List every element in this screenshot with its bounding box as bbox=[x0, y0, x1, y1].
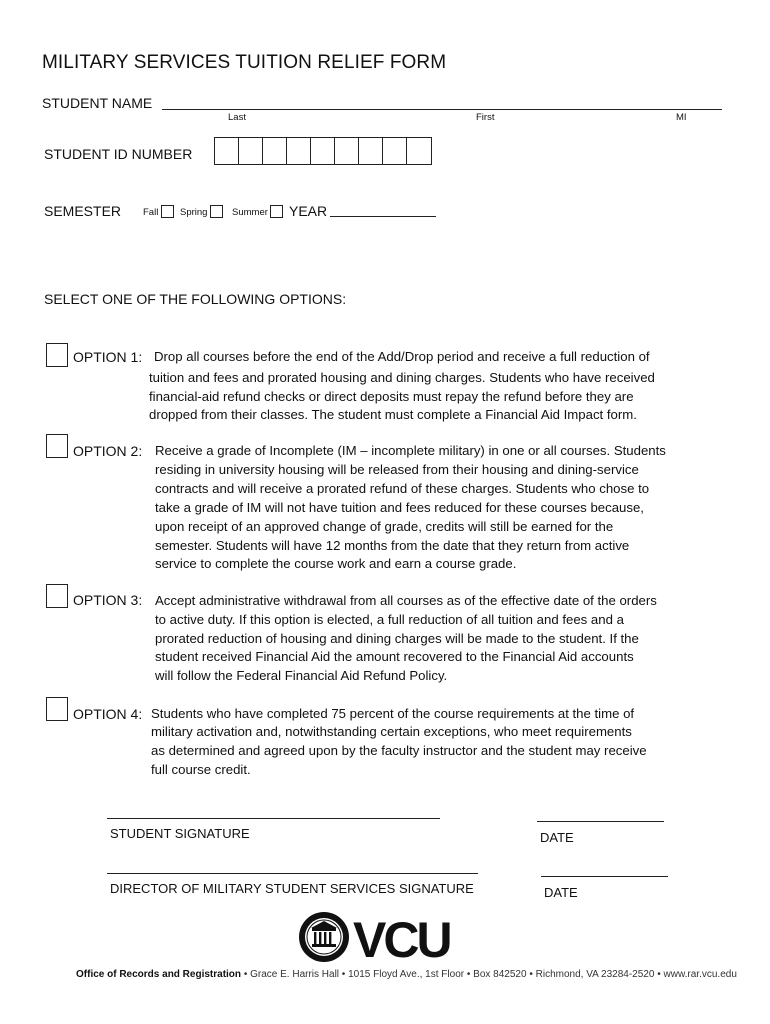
date-1-label: DATE bbox=[540, 830, 574, 845]
option-3-line: student received Financial Aid the amount recovered to the Financial Aid accounts bbox=[155, 649, 634, 664]
option-2-checkbox[interactable] bbox=[46, 434, 68, 458]
option-1-line: financial-aid refund checks or direct deposits must repay the refund before they are bbox=[149, 389, 634, 404]
footer-building: Grace E. Harris Hall bbox=[250, 969, 340, 980]
option-3-line: will follow the Federal Financial Aid Refund Policy. bbox=[155, 668, 448, 683]
student-id-boxes[interactable] bbox=[214, 137, 432, 165]
select-options-heading: SELECT ONE OF THE FOLLOWING OPTIONS: bbox=[44, 291, 347, 307]
option-2-line: semester. Students will have 12 months from the date that they return from active bbox=[155, 538, 630, 553]
student-id-digit-box[interactable] bbox=[239, 138, 263, 164]
student-id-digit-box[interactable] bbox=[215, 138, 239, 164]
name-first-caption: First bbox=[476, 112, 495, 123]
semester-summer-checkbox[interactable] bbox=[270, 205, 283, 218]
option-2-line: residing in university housing will be released from their housing and dining-service bbox=[155, 462, 639, 477]
footer-office: Office of Records and Registration bbox=[76, 969, 242, 980]
option-2-line: take a grade of IM will not have tuition and fees reduced for these courses because, bbox=[155, 500, 644, 515]
student-id-digit-box[interactable] bbox=[335, 138, 359, 164]
name-mi-caption: MI bbox=[676, 112, 687, 123]
option-4-checkbox[interactable] bbox=[46, 697, 68, 721]
footer-street: 1015 Floyd Ave., 1st Floor bbox=[348, 969, 465, 980]
date-2-label: DATE bbox=[544, 885, 578, 900]
option-4-line: full course credit. bbox=[151, 762, 251, 777]
year-label: YEAR bbox=[289, 203, 328, 219]
option-1-line: Drop all courses before the end of the Add/Drop period and receive a full reduction of bbox=[154, 349, 650, 364]
option-3-line: Accept administrative withdrawal from all courses as of the effective date of the orders bbox=[155, 593, 657, 608]
university-seal-icon bbox=[299, 912, 349, 962]
student-id-digit-box[interactable] bbox=[383, 138, 407, 164]
form-title: MILITARY SERVICES TUITION RELIEF FORM bbox=[42, 52, 447, 73]
option-3-line: prorated reduction of housing and dining charges will be made to the student. If the bbox=[155, 631, 639, 646]
footer-website-link[interactable]: www.rar.vcu.edu bbox=[663, 969, 737, 980]
date-2-line[interactable] bbox=[541, 876, 668, 877]
semester-summer-label: Summer bbox=[232, 207, 268, 218]
option-4-line: military activation and, notwithstanding certain exceptions, who meet requirements bbox=[151, 724, 632, 739]
option-2-line: Receive a grade of Incomplete (IM – incomplete military) in one or all courses. Students bbox=[155, 443, 666, 458]
student-signature-label: STUDENT SIGNATURE bbox=[110, 826, 250, 841]
director-signature-label: DIRECTOR OF MILITARY STUDENT SERVICES SIGNATURE bbox=[110, 881, 474, 896]
option-3-checkbox[interactable] bbox=[46, 584, 68, 608]
footer-address: Office of Records and Registration • Grace E. Harris Hall • 1015 Floyd Ave., 1st Floor • Box 842520 • Richmond, VA 23284-2520 • www.rar.vcu.edu bbox=[76, 969, 737, 980]
footer-box: Box 842520 bbox=[473, 969, 527, 980]
option-2-line: upon receipt of an approved change of grade, credits will still be earned for the bbox=[155, 519, 614, 534]
option-2-label: OPTION 2: bbox=[73, 443, 143, 459]
semester-label: SEMESTER bbox=[44, 203, 122, 219]
option-1-line: tuition and fees and prorated housing and dining charges. Students who have received bbox=[149, 370, 655, 385]
student-signature-line[interactable] bbox=[107, 818, 440, 819]
director-signature-line[interactable] bbox=[107, 873, 478, 874]
student-id-label: STUDENT ID NUMBER bbox=[44, 146, 193, 162]
option-1-line: dropped from their classes. The student must complete a Financial Aid Impact form. bbox=[149, 407, 637, 422]
semester-fall-label: Fall bbox=[143, 207, 159, 218]
student-name-label: STUDENT NAME bbox=[42, 95, 153, 111]
option-1-checkbox[interactable] bbox=[46, 343, 68, 367]
option-4-line: Students who have completed 75 percent of the course requirements at the time of bbox=[151, 706, 635, 721]
option-3-label: OPTION 3: bbox=[73, 592, 143, 608]
semester-spring-label: Spring bbox=[180, 207, 208, 218]
option-4-line: as determined and agreed upon by the faculty instructor and the student may receive bbox=[151, 743, 647, 758]
vcu-logo-text: VCU bbox=[353, 912, 450, 964]
semester-fall-checkbox[interactable] bbox=[161, 205, 174, 218]
option-2-line: service to complete the course work and earn a course grade. bbox=[155, 556, 517, 571]
name-last-caption: Last bbox=[228, 112, 246, 123]
option-1-label: OPTION 1: bbox=[73, 349, 143, 365]
option-2-line: contracts and will receive a prorated refund of these charges. Students who chose to bbox=[155, 481, 650, 496]
footer-city: Richmond, VA 23284-2520 bbox=[535, 969, 655, 980]
vcu-logo bbox=[297, 910, 457, 964]
student-id-digit-box[interactable] bbox=[311, 138, 335, 164]
student-id-digit-box[interactable] bbox=[263, 138, 287, 164]
student-id-digit-box[interactable] bbox=[407, 138, 431, 164]
student-id-digit-box[interactable] bbox=[287, 138, 311, 164]
student-name-field[interactable] bbox=[162, 109, 722, 110]
semester-spring-checkbox[interactable] bbox=[210, 205, 223, 218]
option-3-line: to active duty. If this option is elected, a full reduction of all tuition and fees and a bbox=[155, 612, 624, 627]
student-id-digit-box[interactable] bbox=[359, 138, 383, 164]
option-4-label: OPTION 4: bbox=[73, 706, 143, 722]
year-field[interactable] bbox=[330, 216, 436, 217]
date-1-line[interactable] bbox=[537, 821, 664, 822]
